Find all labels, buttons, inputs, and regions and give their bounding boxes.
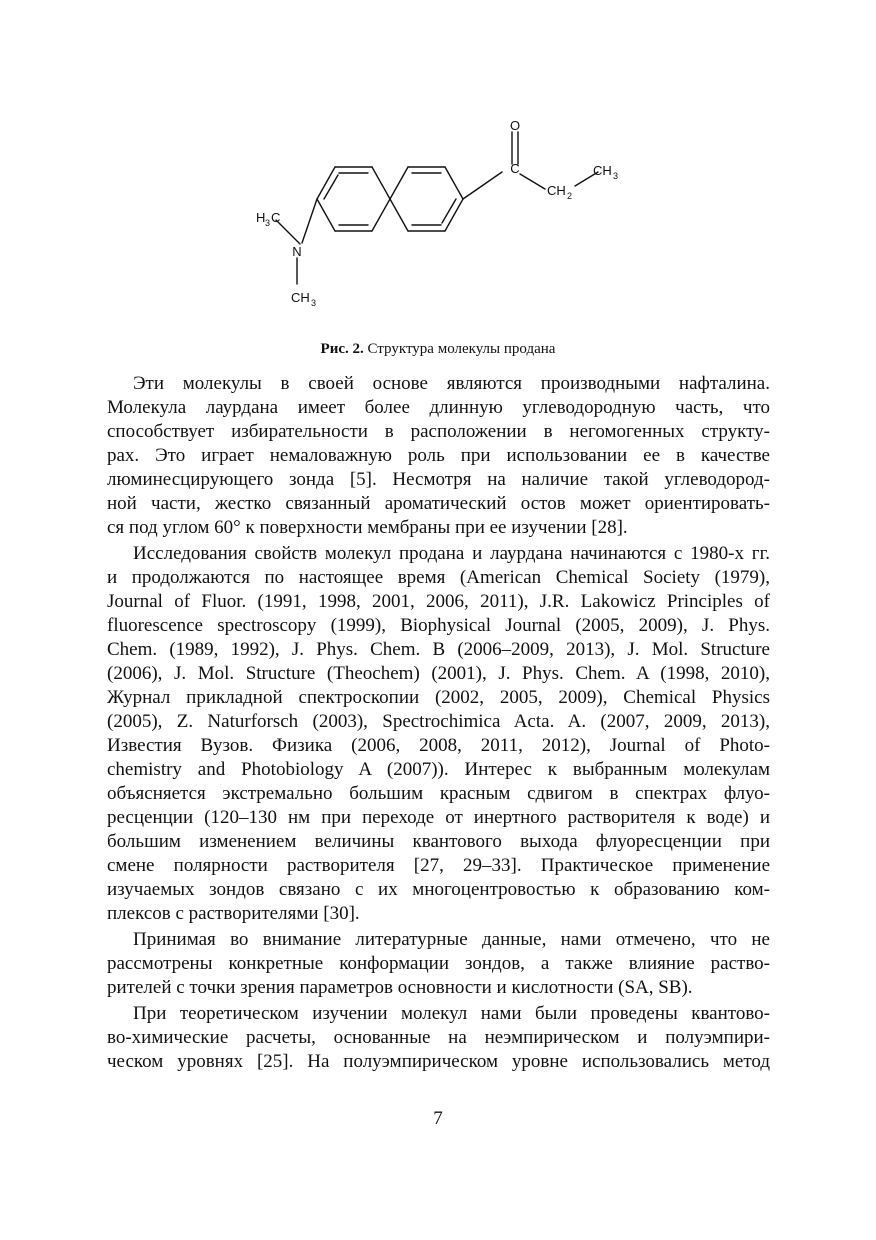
text-line: рителей с точки зрения параметров основности и кислотности (SA, SB).: [107, 977, 693, 998]
text-line: (2006), J. Mol. Structure (Theochem) (2001), J. Phys. Chem. A (1998, 2010),: [107, 663, 770, 684]
carbonyl-carbon-label: C: [510, 161, 520, 176]
prodan-structure-diagram: [240, 112, 640, 312]
text-line: и продолжаются по настоящее время (American Chemical Society (1979),: [107, 567, 770, 588]
text-line: ческом уровнях [25]. На полуэмпирическом уровне использовались метод: [107, 1051, 770, 1072]
caption-label: Рис. 2.: [320, 341, 364, 357]
text-line: рах. Это играет немаловажную роль при использовании ее в качестве: [107, 445, 770, 466]
ch3-bottom-label: CH: [291, 290, 310, 305]
paragraph-2: [107, 542, 770, 926]
ch3-right-subscript: 3: [613, 171, 619, 181]
text-line: Chem. (1989, 1992), J. Phys. Chem. B (2006–2009, 2013), J. Mol. Structure: [107, 639, 770, 660]
text-line: Журнал прикладной спектроскопии (2002, 2005, 2009), Chemical Physics: [107, 687, 770, 708]
text-line: люминесцирующего зонда [5]. Несмотря на наличие такой углеводород-: [107, 469, 770, 490]
molecule-structure-figure: [240, 112, 640, 312]
text-line: способствует избирательности в расположении в негомогенных структу-: [107, 421, 770, 442]
text-line: (2005), Z. Naturforsch (2003), Spectrochimica Acta. A. (2007, 2009, 2013),: [107, 711, 770, 732]
text-line: Исследования свойств молекул продана и лаурдана начинаются с 1980-х гг.: [133, 543, 770, 564]
paragraph-1: [107, 372, 770, 540]
nitrogen-atom-label: N: [292, 244, 302, 259]
text-line: Известия Вузов. Физика (2006, 2008, 2011, 2012), Journal of Photo-: [107, 735, 770, 756]
figure-caption: [0, 341, 876, 358]
text-line: смене полярности растворителя [27, 29–33]. Практическое применение: [107, 855, 770, 876]
caption-text: Структура молекулы продана: [363, 341, 556, 357]
naphthalene-bonds: [276, 132, 598, 284]
text-line: fluorescence spectroscopy (1999), Biophysical Journal (2005, 2009), J. Phys.: [107, 615, 770, 636]
text-line: Молекула лаурдана имеет более длинную углеводородную часть, что: [107, 397, 770, 418]
h3c-c-label: C: [271, 210, 281, 225]
text-line: плексов с растворителями [30].: [107, 903, 360, 924]
ch3-right-label: CH: [593, 163, 612, 178]
text-line: ся под углом 60° к поверхности мембраны при ее изучении [28].: [107, 517, 628, 538]
h3c-subscript: 3: [265, 218, 271, 228]
text-line: Принимая во внимание литературные данные, нами отмечено, что не: [133, 929, 770, 950]
text-line: ресценции (120–130 нм при переходе от инертного растворителя к воде) и: [107, 807, 770, 828]
text-line: объясняется экстремально большим красным сдвигом в спектрах флуо-: [107, 783, 770, 804]
text-line: Эти молекулы в своей основе являются производными нафталина.: [133, 373, 770, 394]
text-line: chemistry and Photobiology A (2007)). Интерес к выбранным молекулам: [107, 759, 770, 780]
oxygen-atom-label: O: [509, 118, 521, 133]
text-line: рассмотрены конкретные конформации зондов, а также влияние раство-: [107, 953, 770, 974]
h3c-h-label: H: [256, 210, 266, 225]
body-text: [107, 372, 770, 1074]
text-line: большим изменением величины квантового выхода флуоресценции при: [107, 831, 770, 852]
ch2-subscript: 2: [567, 191, 573, 201]
text-line: ной части, жестко связанный ароматический остов может ориентировать-: [107, 493, 770, 514]
paragraph-4: [107, 1002, 770, 1074]
text-line: изучаемых зондов связано с их многоцентровостью к образованию ком-: [107, 879, 770, 900]
text-line: Journal of Fluor. (1991, 1998, 2001, 2006, 2011), J.R. Lakowicz Principles of: [107, 591, 770, 612]
page-number: 7: [433, 1108, 443, 1129]
text-line: во-химические расчеты, основанные на неэмпирическом и полуэмпири-: [107, 1027, 770, 1048]
ch2-group-label: CH: [547, 183, 566, 198]
paragraph-3: [107, 928, 770, 1000]
text-line: При теоретическом изучении молекул нами были проведены квантово-: [133, 1003, 770, 1024]
ch3-bottom-subscript: 3: [311, 298, 317, 308]
